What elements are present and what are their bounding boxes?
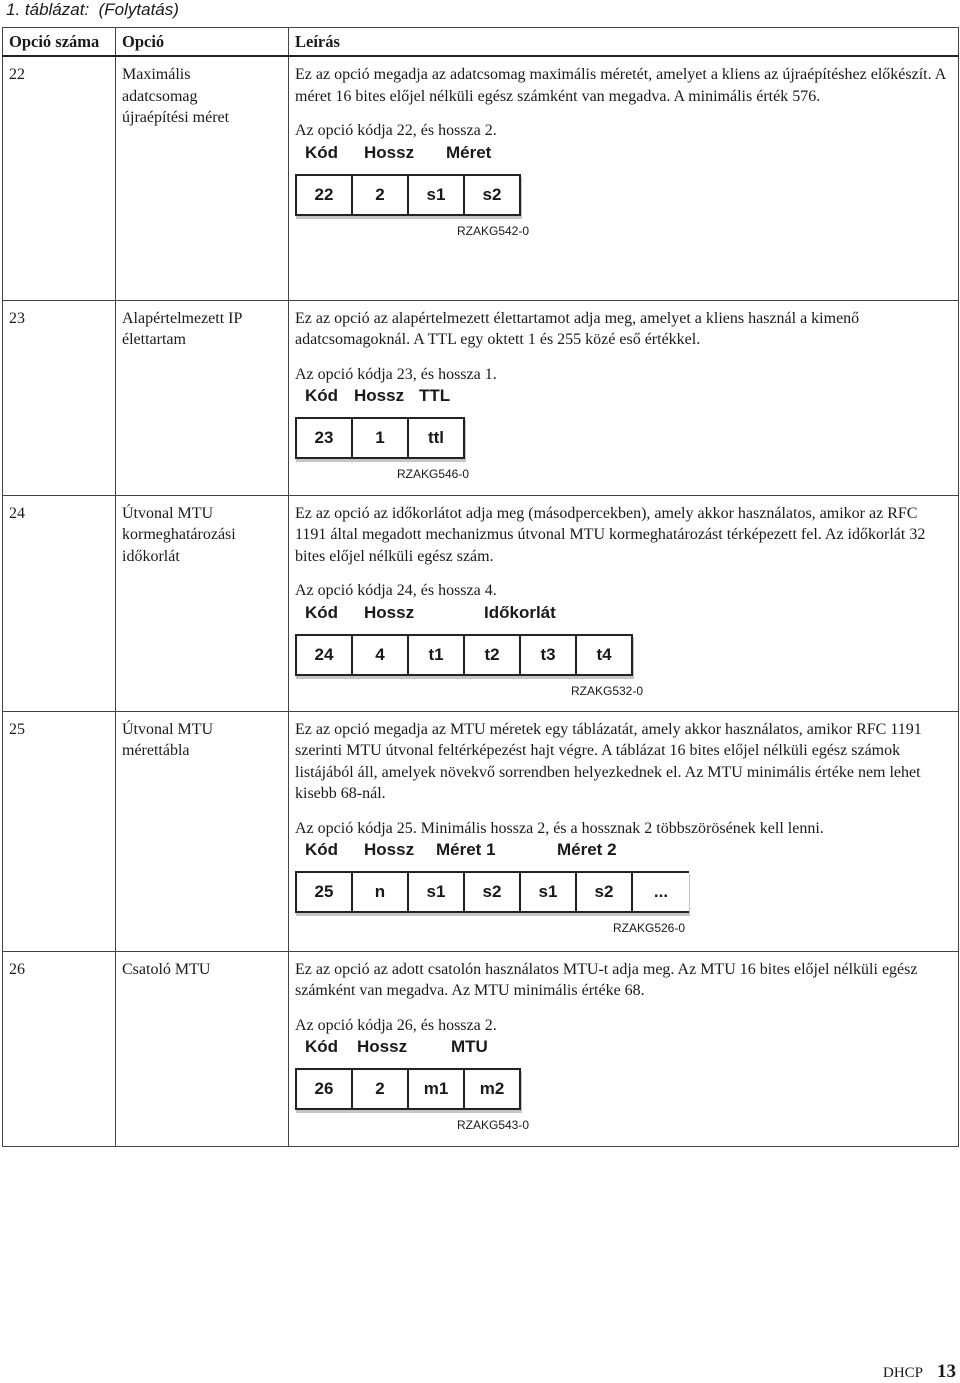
diagram-cell: 24 [297,636,353,674]
table-row [3,495,959,711]
option-number: 23 [3,300,116,495]
dhcp-options-table [2,27,959,1147]
field-label-length: Hossz [354,386,405,405]
diagram-cell: 4 [353,636,409,674]
diagram-cell: s1 [521,873,577,911]
diagram-field-labels [295,602,745,626]
code-length-text: Az opció kódja 24, és hossza 4. [295,582,497,599]
diagram-cell: t2 [465,636,521,674]
option-name-line: mérettábla [122,742,190,759]
option-number: 24 [3,495,116,711]
option-number: 22 [3,56,116,300]
description-text: Ez az opció az alapértelmezett élettartamot adja meg, amelyet a kliens használ a kimenő adatcsomagoknál. A TTL egy oktett 1 és 255 közé eső értékkel. [295,309,860,348]
option-name-line: Útvonal MTU [122,504,214,522]
diagram-cell: 22 [297,176,353,214]
diagram-cell: s2 [465,176,521,214]
option-name-line: újraépítési méret [122,109,230,126]
diagram-cell: 25 [297,873,353,911]
header-option-name: Opció [116,28,289,57]
code-length-text: Az opció kódja 22, és hossza 2. [295,122,497,139]
option-name-line: Alapértelmezett IP [122,309,243,327]
option-name [116,495,289,711]
table-header-row [3,28,959,57]
option-description [289,951,959,1146]
footer-section-name: DHCP [882,1365,923,1381]
description-text: Ez az opció megadja az adatcsomag maximális méretét, amelyet a kliens az újraépítéshez előkészít. A méret 16 bites előjel nélküli egész számként van megadva. A minimális érték 576. [295,66,946,105]
diagram-cell: s1 [409,873,465,911]
diagram-cell: t3 [521,636,577,674]
diagram-byte-row [295,417,465,459]
field-label-code: Kód [305,1037,339,1056]
field-label-code: Kód [305,602,339,622]
table-row [3,300,959,495]
table-row [3,711,959,951]
header-description: Leírás [289,28,959,57]
table-caption [6,0,179,20]
diagram-cell-continuation: ... [653,882,669,902]
diagram-field-labels [295,1036,745,1060]
option-format-diagram [295,385,952,481]
diagram-field-labels [295,385,745,409]
field-label-timeout: Időkorlát [484,602,556,622]
field-label-length: Hossz [364,840,415,859]
diagram-cell: m1 [409,1070,465,1108]
diagram-field-labels [295,142,745,166]
diagram-cell: s2 [465,873,521,911]
diagram-reference-id: RZAKG532-0 [571,683,644,698]
description-text: Ez az opció az adott csatolón használatos MTU-t adja meg. Az MTU 16 bites előjel nélküli egész számként van megadva. Az MTU minimális értéke 68. [295,960,918,999]
diagram-cell: t4 [577,636,633,674]
option-description [289,56,959,300]
option-name-line: élettartam [122,331,186,348]
option-name-line: időkorlát [122,547,180,565]
option-number: 25 [3,711,116,951]
table-row [3,56,959,300]
field-label-code: Kód [305,142,339,162]
option-name [116,300,289,495]
caption-continued: (Folytatás) [98,0,179,19]
option-description [289,495,959,711]
footer-page-number: 13 [937,1361,956,1382]
option-name-line: adatcsomag [122,87,198,105]
option-description [289,711,959,951]
diagram-cell: 2 [353,1070,409,1108]
option-format-diagram [295,142,952,238]
diagram-byte-row [295,634,633,676]
diagram-cell: t1 [409,636,465,674]
diagram-cell: s2 [577,873,633,911]
field-label-ttl: TTL [419,386,451,405]
diagram-byte-row [295,174,521,216]
diagram-cell: 1 [353,419,409,457]
field-label-length: Hossz [364,602,415,622]
option-name-line: Maximális [122,66,191,83]
diagram-reference-id: RZAKG543-0 [457,1118,530,1132]
diagram-field-labels [295,839,745,863]
option-name [116,56,289,300]
field-label-code: Kód [305,386,339,405]
diagram-cell: s1 [409,176,465,214]
description-text: Ez az opció megadja az MTU méretek egy táblázatát, amely akkor használatos, amikor RFC 1191 szerinti MTU útvonal feltérképezést hajt végre. A táblázat 16 bites előjel nélküli egész számok listájából áll, amelyek növekvő sorrendben helyezkednek el. Az MTU minimális értéke nem lehet kisebb 68-nál. [295,720,922,802]
option-name-line: kormeghatározási [122,526,236,543]
option-name-line: Csatoló MTU [122,960,211,978]
field-label-length: Hossz [364,142,415,162]
code-length-text: Az opció kódja 25. Minimális hossza 2, és a hossznak 2 többszörösének kell lenni. [295,819,824,837]
code-length-text: Az opció kódja 26, és hossza 2. [295,1016,497,1034]
diagram-cell: 23 [297,419,353,457]
diagram-cell: m2 [465,1070,521,1108]
field-label-size-2: Méret 2 [557,840,617,859]
header-option-number: Opció száma [3,28,116,57]
caption-label: 1. táblázat: [6,0,90,19]
diagram-cell: 26 [297,1070,353,1108]
option-format-diagram [295,602,952,698]
field-label-mtu: MTU [451,1037,488,1056]
table-row [3,951,959,1146]
diagram-cell: ttl [409,419,465,457]
page-footer [883,1361,956,1383]
diagram-byte-row [295,871,689,913]
diagram-reference-id: RZAKG542-0 [457,223,530,238]
option-format-diagram [295,1036,952,1132]
diagram-cell: 2 [353,176,409,214]
option-format-diagram [295,839,952,935]
field-label-size-1: Méret 1 [436,840,496,859]
field-label-size: Méret [446,142,492,162]
diagram-cell: n [353,873,409,911]
diagram-reference-id: RZAKG526-0 [613,921,686,935]
description-text: Ez az opció az időkorlátot adja meg (másodpercekben), amely akkor használatos, amikor az RFC 1191 által megadott mechanizmus útvonal MTU kormeghatározást térképezett fel. Az időkorlát 32 bites előjel nélküli egész szám. [295,504,926,565]
field-label-length: Hossz [357,1037,408,1056]
field-label-code: Kód [305,840,339,859]
option-name-line: Útvonal MTU [122,720,214,738]
option-number: 26 [3,951,116,1146]
option-name [116,711,289,951]
diagram-reference-id: RZAKG546-0 [397,467,470,481]
option-description [289,300,959,495]
diagram-byte-row [295,1068,521,1110]
option-name [116,951,289,1146]
code-length-text: Az opció kódja 23, és hossza 1. [295,365,497,383]
